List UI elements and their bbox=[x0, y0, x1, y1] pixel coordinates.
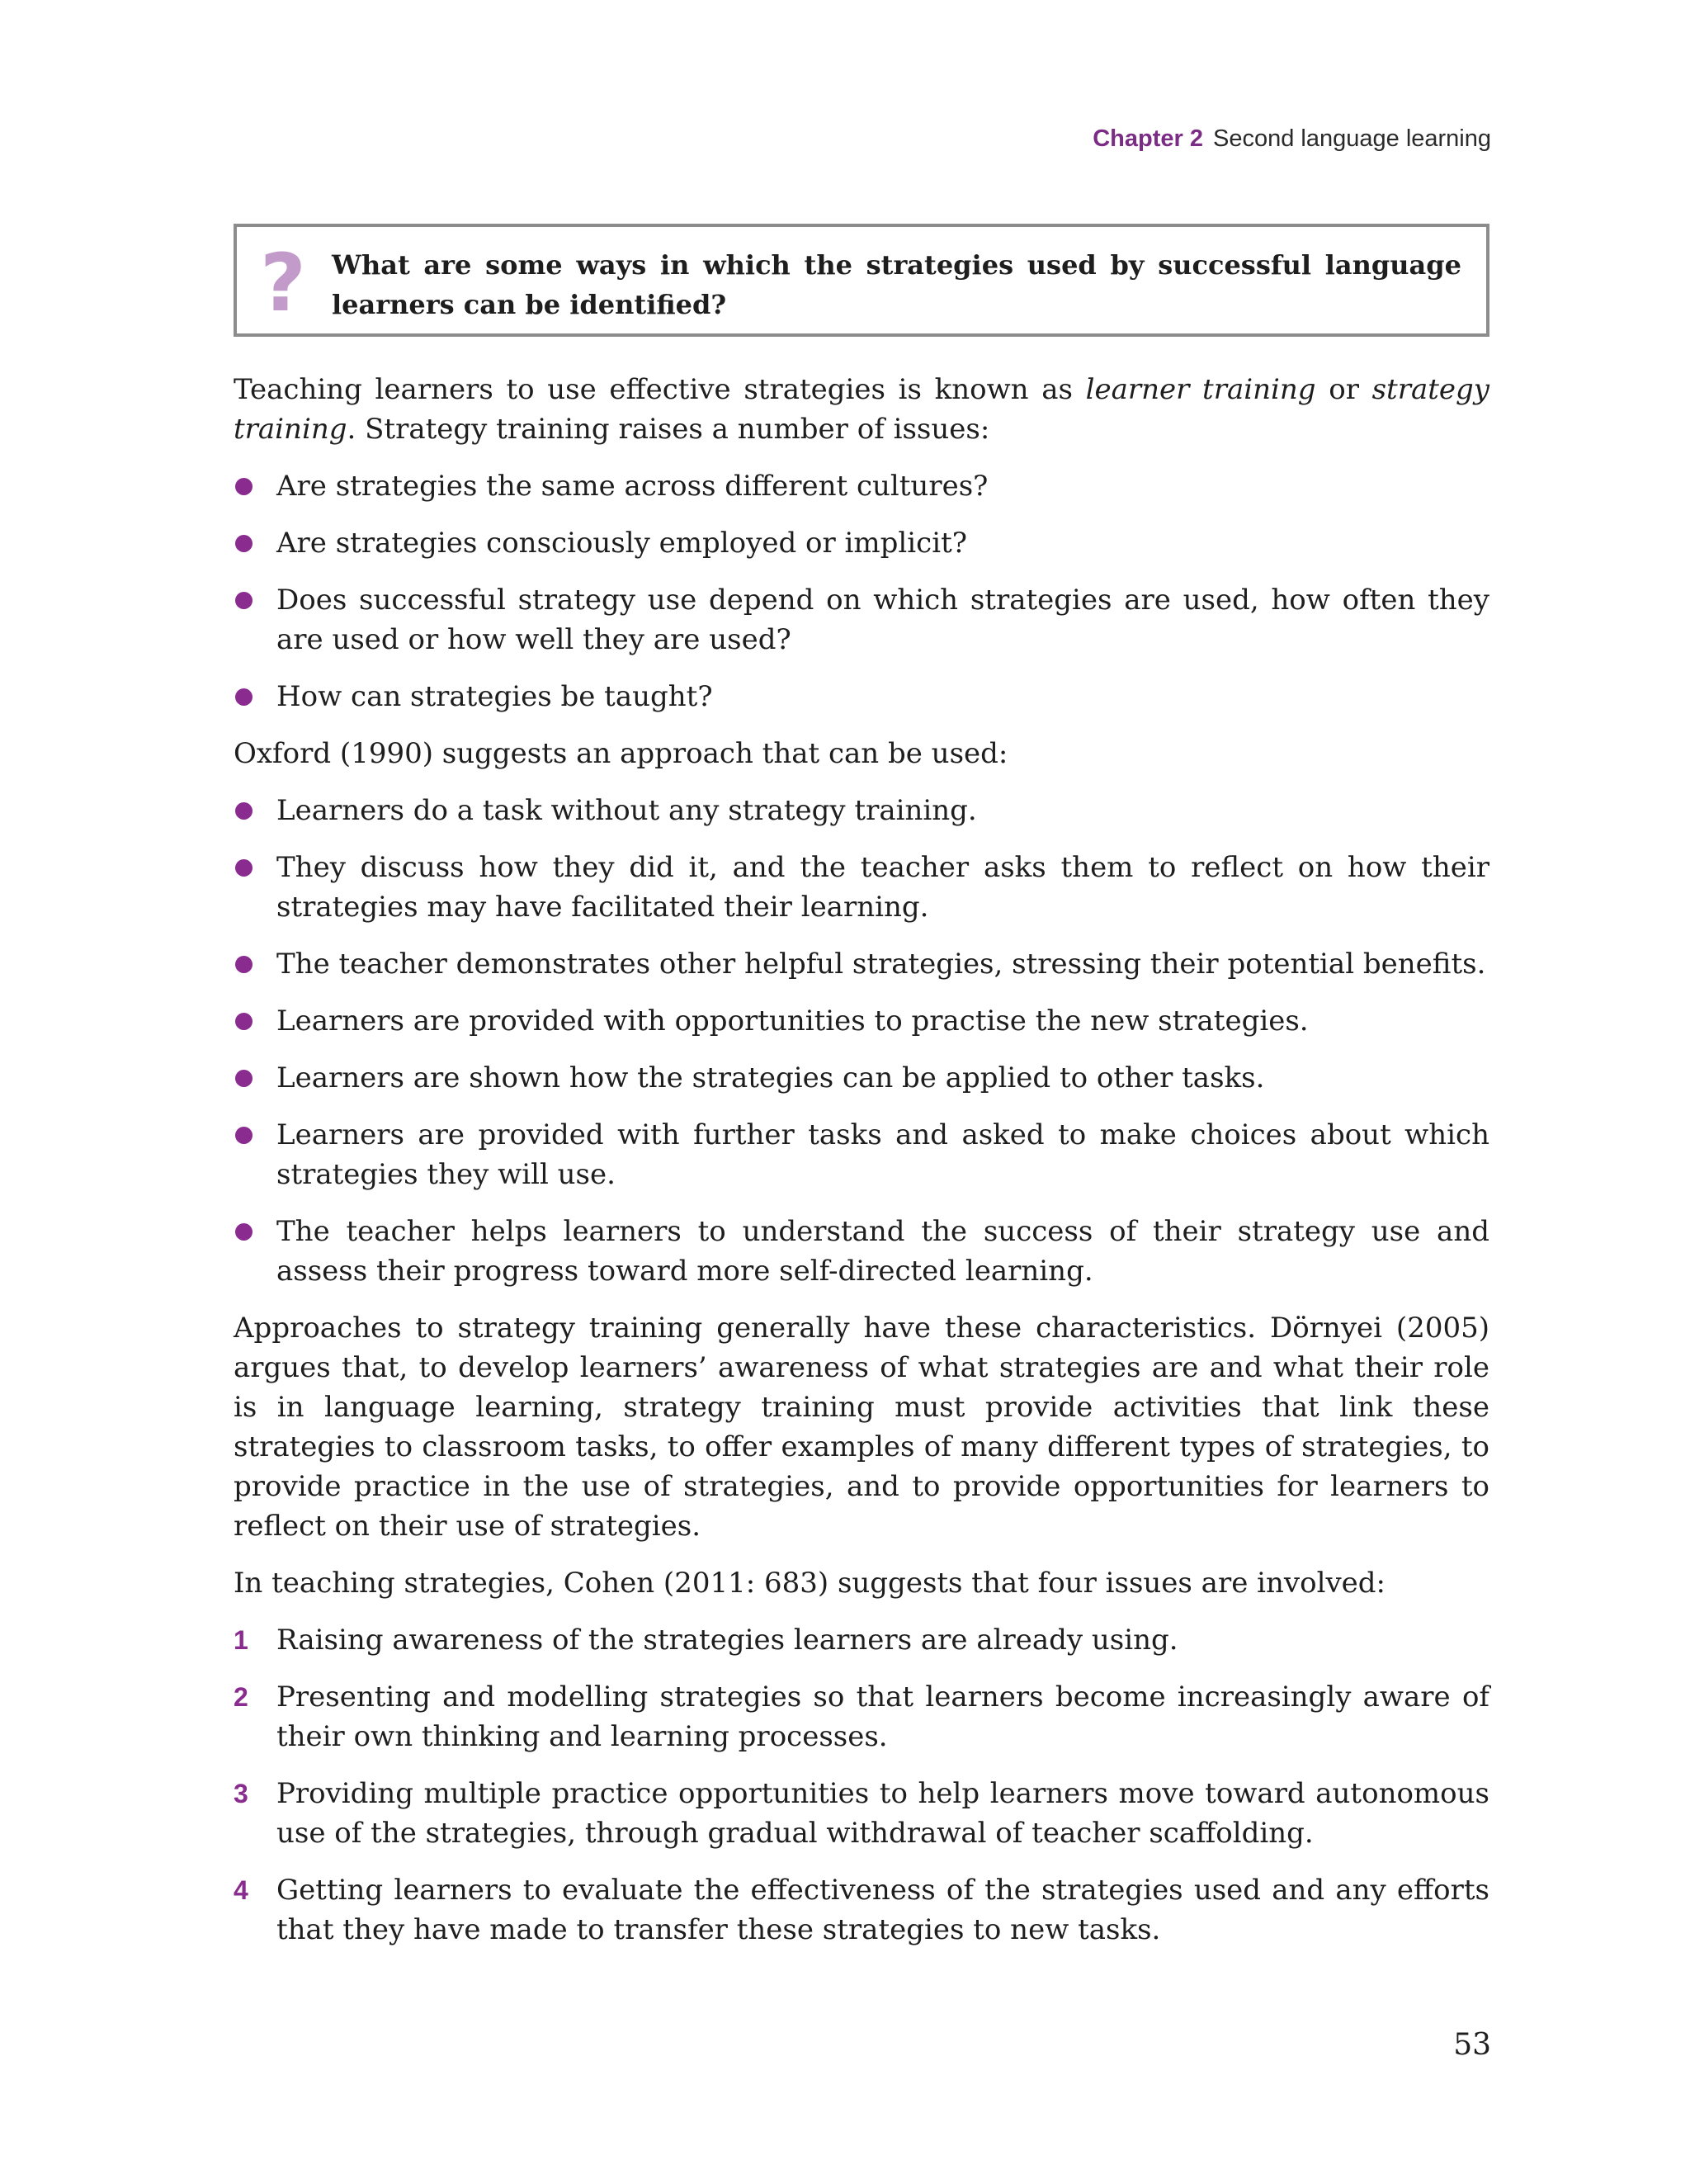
bullet-icon bbox=[235, 1223, 253, 1241]
bullet-icon bbox=[235, 802, 253, 820]
numbered-item bbox=[234, 1774, 1489, 1853]
list-item bbox=[234, 677, 1489, 716]
list-item-text: Are strategies the same across different cultures? bbox=[276, 470, 989, 503]
oxford-steps-list bbox=[234, 791, 1489, 1291]
chapter-label: Chapter 2 bbox=[1093, 125, 1203, 152]
reflection-question-box bbox=[234, 224, 1489, 337]
list-item bbox=[234, 523, 1489, 563]
item-number: 2 bbox=[234, 1682, 248, 1712]
bullet-icon bbox=[235, 956, 253, 973]
list-item bbox=[234, 944, 1489, 984]
item-number: 4 bbox=[234, 1875, 248, 1905]
reflection-question-text: What are some ways in which the strategies used by successful language learners can be identified? bbox=[332, 249, 1461, 320]
list-item bbox=[234, 580, 1489, 659]
numbered-item bbox=[234, 1870, 1489, 1950]
bullet-icon bbox=[235, 478, 253, 495]
intro-or: or bbox=[1315, 373, 1372, 406]
list-item-text: The teacher helps learners to understand the success of their strategy use and assess their progress toward more self-directed learning. bbox=[276, 1215, 1489, 1288]
running-header bbox=[1093, 125, 1491, 153]
list-item bbox=[234, 1115, 1489, 1194]
intro-paragraph bbox=[234, 370, 1489, 449]
list-item bbox=[234, 848, 1489, 927]
list-item bbox=[234, 1212, 1489, 1291]
oxford-intro: Oxford (1990) suggests an approach that can be used: bbox=[234, 737, 1008, 770]
numbered-item-text: Presenting and modelling strategies so that learners become increasingly aware of their own thinking and learning processes. bbox=[276, 1681, 1489, 1753]
list-item bbox=[234, 791, 1489, 830]
body-text bbox=[234, 370, 1489, 1967]
bullet-icon bbox=[235, 592, 253, 609]
chapter-title: Second language learning bbox=[1213, 125, 1491, 152]
intro-text-2: . Strategy training raises a number of issues: bbox=[347, 413, 990, 446]
term-strategy-training: strategy training bbox=[234, 373, 1490, 446]
numbered-item bbox=[234, 1620, 1489, 1660]
numbered-item bbox=[234, 1677, 1489, 1756]
bullet-icon bbox=[235, 1013, 253, 1030]
numbered-item-text: Getting learners to evaluate the effectiveness of the strategies used and any efforts that they have made to transfer these strategies to new tasks. bbox=[276, 1874, 1489, 1946]
intro-text-1: Teaching learners to use effective strategies is known as bbox=[234, 373, 1086, 406]
list-item-text: Learners are provided with opportunities to practise the new strategies. bbox=[276, 1005, 1309, 1038]
list-item-text: The teacher demonstrates other helpful strategies, stressing their potential benefits. bbox=[276, 948, 1486, 981]
page-number: 53 bbox=[1453, 2028, 1491, 2062]
issues-list bbox=[234, 466, 1489, 716]
bullet-icon bbox=[235, 535, 253, 552]
bullet-icon bbox=[235, 859, 253, 877]
list-item-text: They discuss how they did it, and the teacher asks them to reflect on how their strategies may have facilitated their learning. bbox=[276, 851, 1489, 924]
list-item bbox=[234, 466, 1489, 506]
list-item-text: Does successful strategy use depend on which strategies are used, how often they are used or how well they are used? bbox=[276, 584, 1489, 656]
cohen-intro: In teaching strategies, Cohen (2011: 683) suggests that four issues are involved: bbox=[234, 1567, 1386, 1600]
list-item-text: Learners are shown how the strategies can be applied to other tasks. bbox=[276, 1061, 1265, 1094]
list-item bbox=[234, 1058, 1489, 1098]
bullet-icon bbox=[235, 688, 253, 706]
bullet-icon bbox=[235, 1127, 253, 1144]
list-item-text: Learners do a task without any strategy training. bbox=[276, 794, 977, 827]
numbered-item-text: Raising awareness of the strategies learners are already using. bbox=[276, 1624, 1178, 1657]
numbered-item-text: Providing multiple practice opportunities to help learners move toward autonomous use of the strategies, through gradual withdrawal of teacher scaffolding. bbox=[276, 1777, 1489, 1850]
cohen-issues-list bbox=[234, 1620, 1489, 1950]
term-learner-training: learner training bbox=[1085, 373, 1316, 406]
list-item-text: How can strategies be taught? bbox=[276, 680, 713, 713]
list-item-text: Are strategies consciously employed or implicit? bbox=[276, 527, 967, 560]
item-number: 1 bbox=[234, 1625, 248, 1655]
bullet-icon bbox=[235, 1070, 253, 1087]
item-number: 3 bbox=[234, 1779, 248, 1808]
question-mark-icon: ? bbox=[260, 237, 306, 329]
dornyei-paragraph: Approaches to strategy training generally have these characteristics. Dörnyei (2005) argues that, to develop learners’ awareness of what strategies are and what their role is in language learning, strategy training must provide activities that link these strategies to classroom tasks, to offer examples of many different types of strategies, to provide practice in the use of strategies, and to provide opportunities for learners to reflect on their use of strategies. bbox=[234, 1312, 1489, 1543]
list-item-text: Learners are provided with further tasks and asked to make choices about which strategies they will use. bbox=[276, 1118, 1489, 1191]
list-item bbox=[234, 1001, 1489, 1041]
